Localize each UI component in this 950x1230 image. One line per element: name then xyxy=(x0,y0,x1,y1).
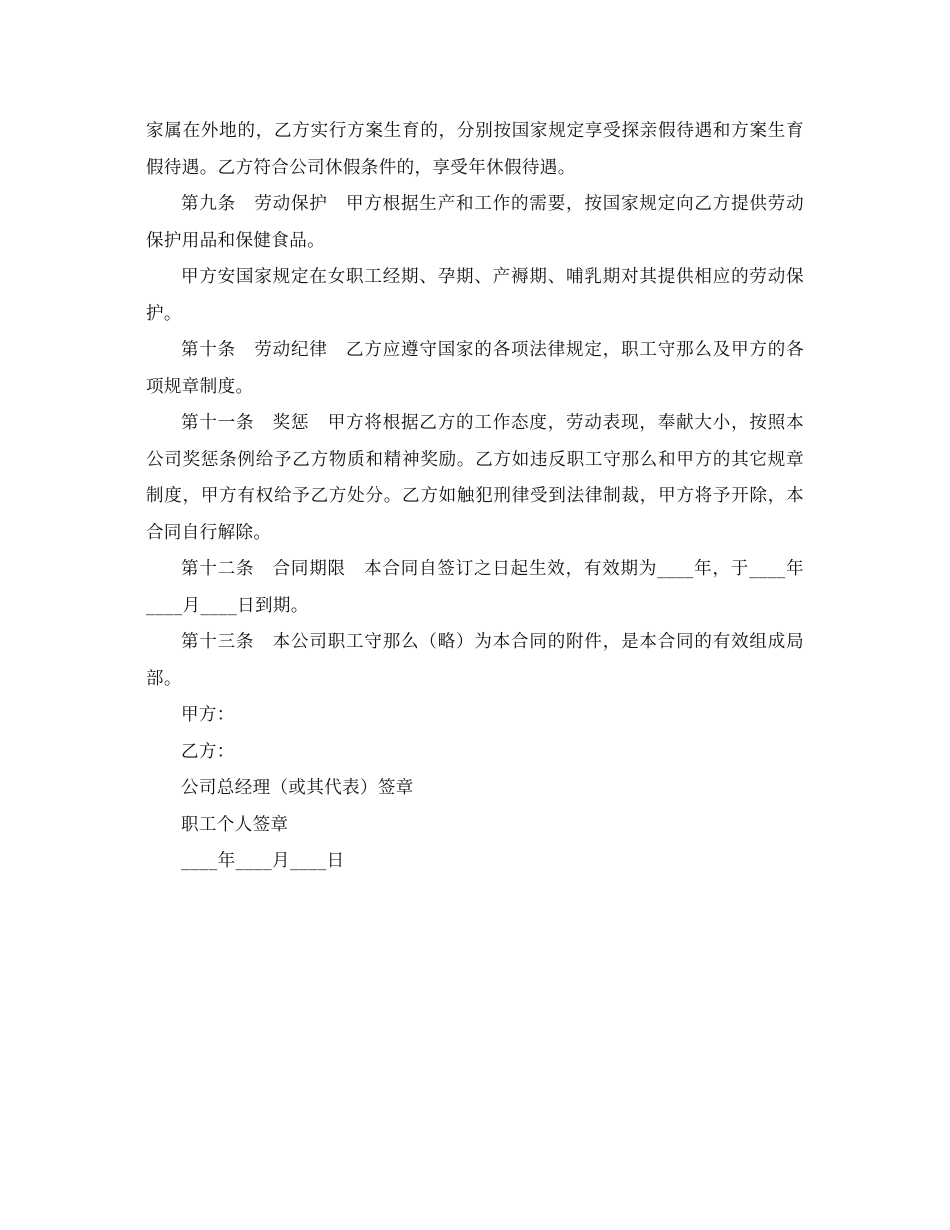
paragraph-female-worker-protection: 甲方安国家规定在女职工经期、孕期、产褥期、哺乳期对其提供相应的劳动保护。 xyxy=(146,267,804,324)
party-a-label: 甲方： xyxy=(181,705,235,725)
article-13-attachment: 第十三条 本公司职工守那么（略）为本合同的附件，是本合同的有效组成局部。 xyxy=(146,632,804,689)
paragraph-continuation: 家属在外地的，乙方实行方案生育的，分别按国家规定享受探亲假待遇和方案生育假待遇。乙方符合公司休假条件的，享受年休假待遇。 xyxy=(146,121,804,178)
employee-signature-label: 职工个人签章 xyxy=(181,814,289,835)
article-9-labor-protection: 第九条 劳动保护 甲方根据生产和工作的需要，按国家规定向乙方提供劳动保护用品和保健食品。 xyxy=(146,194,804,251)
article-12-contract-term: 第十二条 合同期限 本合同自签订之日起生效，有效期为____年，于____年____月____日到期。 xyxy=(146,559,804,616)
article-10-labor-discipline: 第十条 劳动纪律 乙方应遵守国家的各项法律规定，职工守那么及甲方的各项规章制度。 xyxy=(146,340,804,397)
party-b-label: 乙方： xyxy=(181,741,235,762)
document-page xyxy=(146,113,804,880)
manager-signature-label: 公司总经理（或其代表）签章 xyxy=(181,778,414,798)
article-11-rewards-penalties: 第十一条 奖惩 甲方将根据乙方的工作态度，劳动表现，奉献大小，按照本公司奖惩条例给予乙方物质和精神奖励。乙方如违反职工守那么和甲方的其它规章制度，甲方有权给予乙方处分。乙方如触犯刑律受到法律制裁，甲方将予开除，本合同自行解除。 xyxy=(146,413,804,543)
signature-date: ____年____月____日 xyxy=(181,851,345,871)
